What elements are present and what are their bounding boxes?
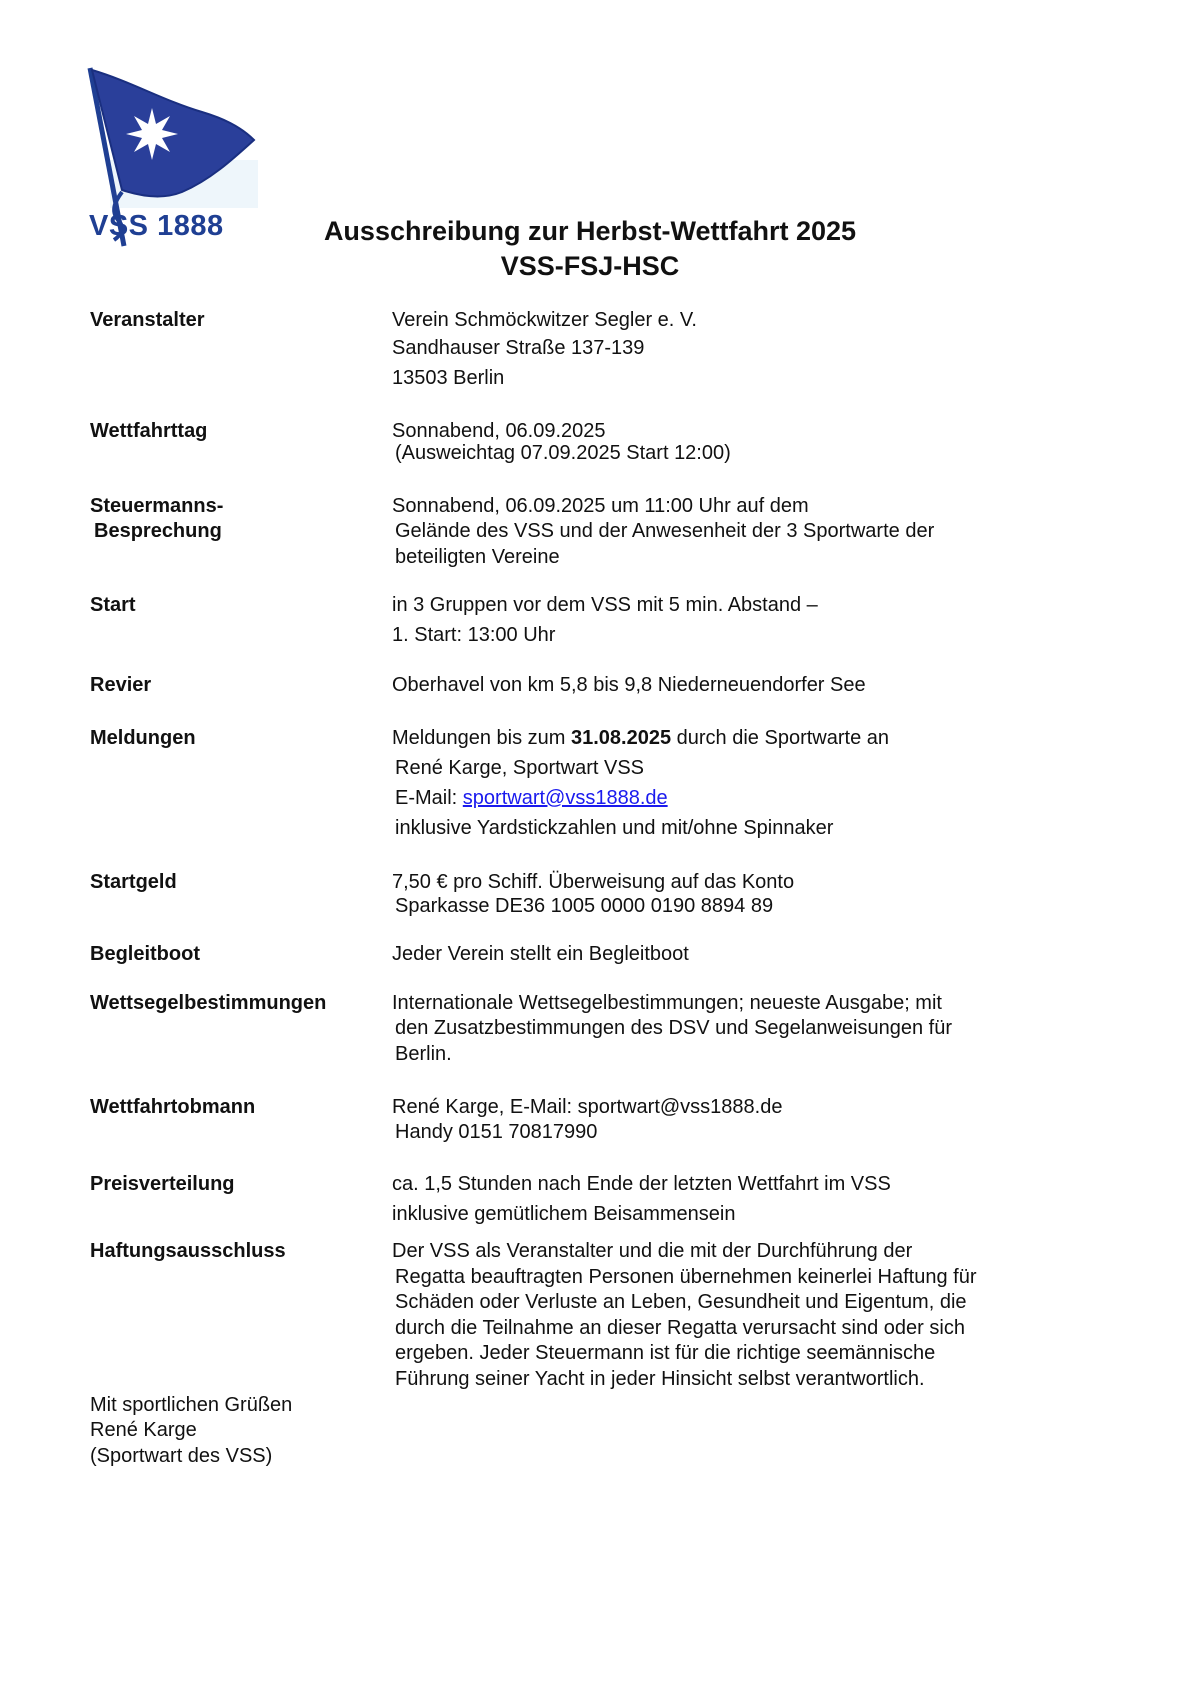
start-line: 1. Start: 13:00 Uhr [392,624,556,646]
closing-name: René Karge [90,1419,197,1441]
haftung-line: ergeben. Jeder Steuermann ist für die richtige seemännische [395,1342,936,1364]
label-meldungen: Meldungen [90,727,196,749]
wettsegel-line: den Zusatzbestimmungen des DSV und Segelanweisungen für [395,1017,953,1039]
haftung-line: Regatta beauftragten Personen übernehmen keinerlei Haftung für [395,1266,977,1288]
steuermanns-line: Sonnabend, 06.09.2025 um 11:00 Uhr auf dem [392,495,809,517]
haftung-line: Schäden oder Verluste an Leben, Gesundheit und Eigentum, die [395,1291,967,1313]
begleitboot-line: Jeder Verein stellt ein Begleitboot [392,943,689,965]
label-start: Start [90,594,136,616]
label-wettsegelbestimmungen: Wettsegelbestimmungen [90,992,327,1014]
meldungen-email-line [395,786,668,811]
veranstalter-line: 13503 Berlin [392,367,505,389]
meldungen-line [392,726,889,751]
meldungen-suffix: durch die Sportwarte an [671,727,889,749]
label-wettfahrtobmann: Wettfahrtobmann [90,1096,256,1118]
closing-role: (Sportwart des VSS) [90,1445,273,1467]
meldungen-line: inklusive Yardstickzahlen und mit/ohne Spinnaker [395,817,834,839]
wettsegel-line: Berlin. [395,1043,452,1065]
meldungen-line: René Karge, Sportwart VSS [395,757,645,779]
label-haftungsausschluss: Haftungsausschluss [90,1240,286,1262]
label-veranstalter: Veranstalter [90,309,205,331]
meldungen-prefix: Meldungen bis zum [392,727,571,749]
steuermanns-line: beteiligten Vereine [395,546,560,568]
page-subtitle: VSS-FSJ-HSC [500,251,680,281]
label-besprechung: Besprechung [94,520,222,542]
haftung-line: durch die Teilnahme an dieser Regatta verursacht sind oder sich [395,1317,965,1339]
closing-greeting: Mit sportlichen Grüßen [90,1394,293,1416]
wettfahrttag-line: (Ausweichtag 07.09.2025 Start 12:00) [395,442,731,464]
obmann-line: Handy 0151 70817990 [395,1121,598,1143]
steuermanns-line: Gelände des VSS und der Anwesenheit der 3 Sportwarte der [395,520,935,542]
email-link[interactable]: sportwart@vss1888.de [462,787,668,809]
meldungen-deadline: 31.08.2025 [570,727,672,749]
veranstalter-line: Sandhauser Straße 137-139 [392,337,645,359]
wettfahrttag-line: Sonnabend, 06.09.2025 [392,420,606,442]
haftung-line: Der VSS als Veranstalter und die mit der Durchführung der [392,1240,913,1262]
label-steuermanns: Steuermanns- [90,495,224,517]
veranstalter-line: Verein Schmöckwitzer Segler e. V. [392,309,697,331]
obmann-line: René Karge, E-Mail: sportwart@vss1888.de [392,1096,783,1118]
label-begleitboot: Begleitboot [90,943,200,965]
label-revier: Revier [90,674,152,696]
preis-line: ca. 1,5 Stunden nach Ende der letzten Wettfahrt im VSS [392,1173,891,1195]
label-wettfahrttag: Wettfahrttag [90,420,208,442]
start-line: in 3 Gruppen vor dem VSS mit 5 min. Abstand – [392,594,818,616]
wettsegel-line: Internationale Wettsegelbestimmungen; neueste Ausgabe; mit [392,992,942,1014]
label-startgeld: Startgeld [90,871,177,893]
preis-line: inklusive gemütlichem Beisammensein [392,1203,736,1225]
label-preisverteilung: Preisverteilung [90,1173,235,1195]
revier-line: Oberhavel von km 5,8 bis 9,8 Niederneuendorfer See [392,674,866,696]
logo-text: VSS 1888 [89,210,224,242]
email-prefix: E-Mail: [395,787,463,809]
startgeld-line: 7,50 € pro Schiff. Überweisung auf das Konto [392,871,795,893]
page-title: Ausschreibung zur Herbst-Wettfahrt 2025 [323,216,857,246]
haftung-line: Führung seiner Yacht in jeder Hinsicht selbst verantwortlich. [395,1368,925,1390]
startgeld-line: Sparkasse DE36 1005 0000 0190 8894 89 [395,895,774,917]
